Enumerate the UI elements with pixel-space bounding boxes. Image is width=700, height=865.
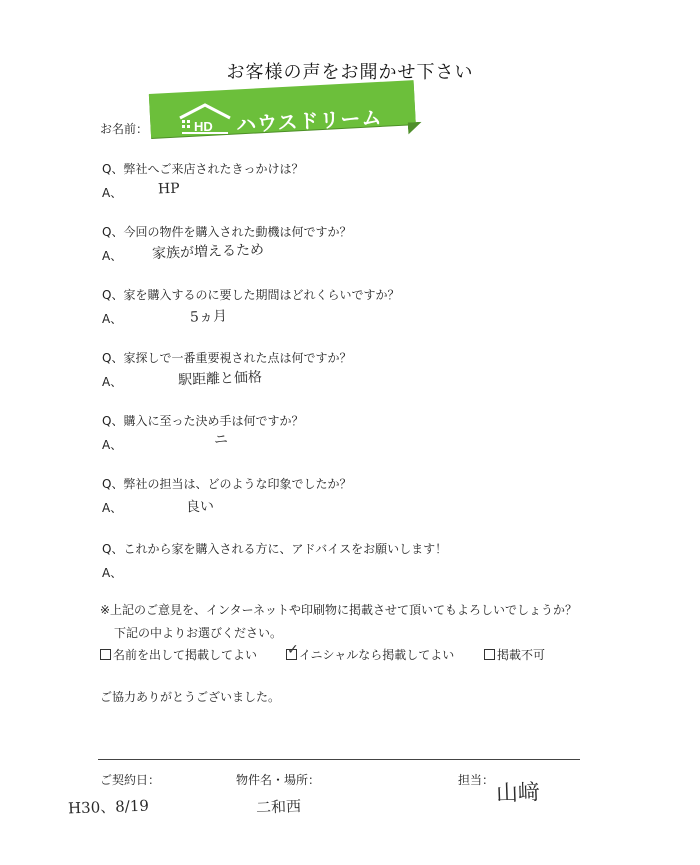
contract-date-label: ご契約日： — [100, 773, 161, 787]
page-title: お客様の声をお聞かせ下さい — [226, 62, 474, 83]
checkbox-icon[interactable] — [484, 649, 495, 660]
question-2: Q、今回の物件を購入された動機は何ですか？ — [102, 225, 352, 239]
consent-option-initials[interactable] — [286, 642, 455, 663]
consent-option-none-label: 掲載不可 — [497, 648, 546, 662]
answer-2: 家族が増えるため — [151, 242, 265, 262]
answer-1: HP — [157, 180, 180, 198]
company-name: ハウスドリーム — [235, 105, 384, 137]
answer-label-7: A、 — [102, 566, 123, 580]
thanks-text: ご協力ありがとうございました。 — [100, 690, 281, 704]
question-4: Q、家探しで一番重要視された点は何ですか？ — [102, 351, 352, 365]
check-mark-icon: ✓ — [287, 642, 299, 658]
consent-option-name-label: 名前を出して掲載してよい — [113, 648, 258, 662]
property-label: 物件名・場所： — [236, 773, 321, 787]
answer-label-1: A、 — [102, 186, 123, 200]
answer-6: 良い — [185, 498, 215, 516]
consent-instruction: 下記の中よりお選びください。 — [114, 626, 283, 640]
checkbox-icon[interactable] — [100, 649, 111, 660]
answer-5: ニ — [213, 431, 229, 449]
question-5: Q、購入に至った決め手は何ですか？ — [102, 414, 304, 428]
answer-3: 5ヵ月 — [189, 308, 228, 326]
consent-option-none[interactable] — [484, 646, 545, 663]
question-6: Q、弊社の担当は、どのような印象でしたか？ — [102, 477, 352, 491]
answer-label-4: A、 — [102, 375, 123, 389]
contract-date-value: H30、8/19 — [67, 796, 150, 818]
answer-label-2: A、 — [102, 249, 123, 263]
answer-label-3: A、 — [102, 312, 123, 326]
checkbox-checked-icon[interactable] — [286, 642, 299, 660]
logo-letters: HD — [194, 119, 213, 134]
question-3: Q、家を購入するのに要した期間はどれくらいですか？ — [102, 288, 400, 302]
consent-option-initials-label: イニシャルなら掲載してよい — [299, 648, 455, 662]
answer-label-5: A、 — [102, 438, 123, 452]
answer-4: 駅距離と価格 — [177, 369, 263, 389]
staff-label: 担当： — [458, 773, 495, 787]
question-1: Q、弊社へご来店されたきっかけは？ — [102, 162, 304, 176]
property-value: 二和西 — [255, 797, 302, 817]
consent-option-name[interactable] — [100, 646, 257, 663]
house-logo-icon — [178, 102, 232, 136]
staff-signature: 山﨑 — [495, 780, 541, 807]
question-7: Q、これから家を購入される方に、アドバイスをお願いします！ — [102, 542, 448, 556]
consent-question: ※上記のご意見を、インターネットや印刷物に掲載させて頂いてもよろしいでしょうか？ — [100, 603, 577, 617]
answer-label-6: A、 — [102, 501, 123, 515]
footer-divider — [98, 759, 580, 760]
name-label: お名前： — [100, 122, 149, 136]
